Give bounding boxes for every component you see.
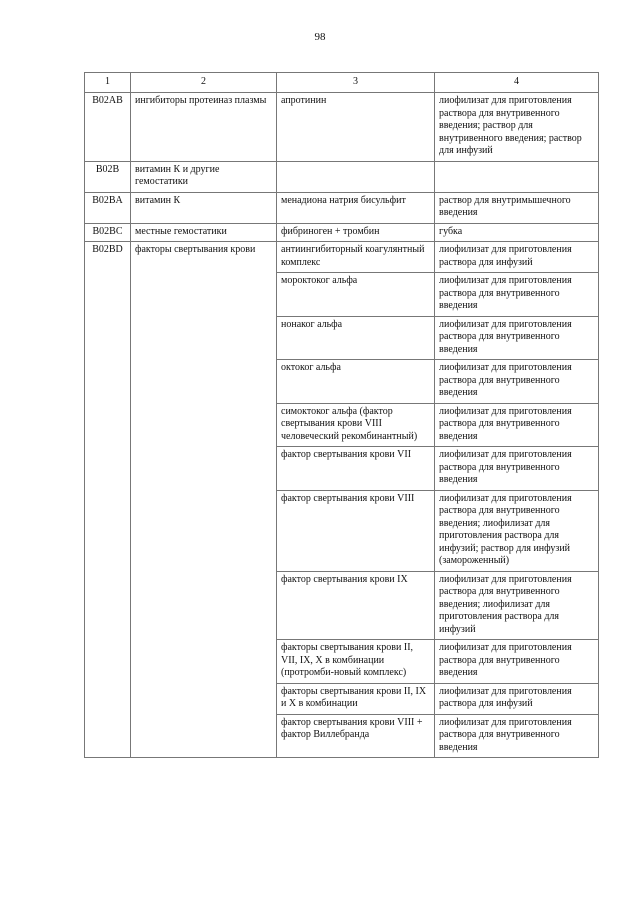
dosage-form-cell: лиофилизат для приготовления раствора для внутривенного введения; лиофилизат для приготовления раствора для инфузий; раствор для инфузий (замороженный): [435, 490, 599, 571]
table-row: [85, 223, 599, 242]
atc-code-cell: B02B: [85, 161, 131, 192]
drug-name-cell: факторы свертывания крови II, IX и X в комбинации: [277, 683, 435, 714]
table-header: [85, 73, 599, 93]
dosage-form-cell: лиофилизат для приготовления раствора для внутривенного введения: [435, 273, 599, 317]
group-name-cell: местные гемостатики: [131, 223, 277, 242]
page-number: 98: [314, 31, 326, 43]
group-name-cell: витамин К и другие гемостатики: [131, 161, 277, 192]
atc-code-cell: B02BD: [85, 242, 131, 758]
dosage-form-cell: лиофилизат для приготовления раствора для внутривенного введения: [435, 714, 599, 758]
group-name-cell: факторы свертывания крови: [131, 242, 277, 758]
drug-name-cell: факторы свертывания крови II, VII, IX, X в комбинации (протромби-новый комплекс): [277, 640, 435, 684]
drug-table: [84, 72, 599, 758]
drug-name-cell: фактор свертывания крови VIII: [277, 490, 435, 571]
drug-name-cell: фактор свертывания крови IX: [277, 571, 435, 640]
drug-name-cell: менадиона натрия бисульфит: [277, 192, 435, 223]
header-cell-2: 2: [131, 73, 277, 93]
drug-name-cell: фактор свертывания крови VIII + фактор Виллебранда: [277, 714, 435, 758]
dosage-form-cell: лиофилизат для приготовления раствора для внутривенного введения; раствор для внутривенного введения; раствор для инфузий: [435, 93, 599, 162]
table-row: [85, 161, 599, 192]
drug-name-cell: апротинин: [277, 93, 435, 162]
drug-name-cell: симоктоког альфа (фактор свертывания крови VIII человеческий рекомбинантный): [277, 403, 435, 447]
drug-name-cell: антиингибиторный коагулянтный комплекс: [277, 242, 435, 273]
table-row: [85, 192, 599, 223]
atc-code-cell: B02BA: [85, 192, 131, 223]
drug-name-cell: нонаког альфа: [277, 316, 435, 360]
group-name-cell: ингибиторы протеиназ плазмы: [131, 93, 277, 162]
drug-name-cell: октоког альфа: [277, 360, 435, 404]
table-row: [85, 93, 599, 162]
dosage-form-cell: лиофилизат для приготовления раствора для внутривенного введения: [435, 447, 599, 491]
drug-name-cell: фактор свертывания крови VII: [277, 447, 435, 491]
table-body: [85, 93, 599, 758]
drug-name-cell: [277, 161, 435, 192]
dosage-form-cell: [435, 161, 599, 192]
header-cell-3: 3: [277, 73, 435, 93]
dosage-form-cell: лиофилизат для приготовления раствора для инфузий: [435, 242, 599, 273]
table-row: [85, 242, 599, 273]
dosage-form-cell: лиофилизат для приготовления раствора для внутривенного введения: [435, 403, 599, 447]
atc-code-cell: B02BC: [85, 223, 131, 242]
atc-code-cell: B02AB: [85, 93, 131, 162]
dosage-form-cell: лиофилизат для приготовления раствора для инфузий: [435, 683, 599, 714]
dosage-form-cell: раствор для внутримышечного введения: [435, 192, 599, 223]
dosage-form-cell: лиофилизат для приготовления раствора для внутривенного введения: [435, 316, 599, 360]
header-row: [85, 73, 599, 93]
dosage-form-cell: лиофилизат для приготовления раствора для внутривенного введения: [435, 360, 599, 404]
dosage-form-cell: лиофилизат для приготовления раствора для внутривенного введения: [435, 640, 599, 684]
group-name-cell: витамин К: [131, 192, 277, 223]
dosage-form-cell: лиофилизат для приготовления раствора для внутривенного введения; лиофилизат для приготовления раствора для инфузий: [435, 571, 599, 640]
header-cell-1: 1: [85, 73, 131, 93]
dosage-form-cell: губка: [435, 223, 599, 242]
drug-name-cell: мороктоког альфа: [277, 273, 435, 317]
drug-name-cell: фибриноген + тромбин: [277, 223, 435, 242]
header-cell-4: 4: [435, 73, 599, 93]
